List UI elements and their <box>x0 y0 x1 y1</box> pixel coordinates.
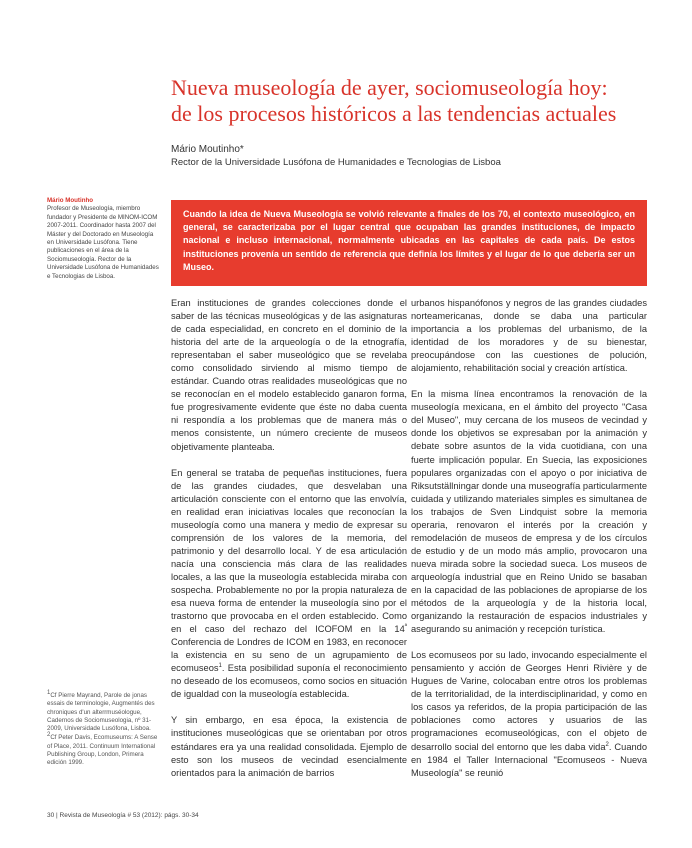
footnote-ref: 2 <box>605 741 609 748</box>
sidebar-author-name: Mário Moutinho <box>47 197 94 204</box>
paragraph: urbanos hispanófonos y negros de las grandes ciudades norteamericanas, donde se daba una particular importancia a los problemas del urbanismo, de la identidad de los moradores y de su bienestar, preocupándose con las cuestiones de polución, alojamiento, rehabilitación social y creación artística. <box>411 298 647 374</box>
article-title <box>171 75 641 127</box>
paragraph: Los ecomuseos por su lado, invocando especialmente el pensamiento y acción de Georges Henri Rivière y de Hugues de Varine, colocaban entre otros los problemas de la territorialidad, de la interdisciplinaridad, y como en los casos ya referidos, de la propia participación de las poblaciones como actores y usuarios de las programaciones ecomuseológicas, con el objeto de desarrollo social del entorno que les daba vida$^2$. Cuando en 1984 el Taller Internacional "Ecomuseos - Nueva Museología" se reunió <box>411 650 648 778</box>
title-line-1: Nueva museología de ayer, sociomuseología hoy: <box>171 75 608 100</box>
body-column-right <box>411 297 647 793</box>
abstract-text: Cuando la idea de Nueva Museología se volvió relevante a finales de los 70, el contexto museológico, en general, se caracterizaba por el lugar central que ocupaban las grandes instituciones, de impacto nacional e incluso internacional, normalmente ubicadas en las capitales de cada país. De estos instituciones provenía un sentido de referencia que definía los límites y el lugar de lo que debería ser un Museo. <box>183 209 635 272</box>
footnote-1: $^1$Cf Pierre Mayrand, Parole de jonas essais de terminologie, Augmentés des chroniques d'un alterrmuséologue, Cadernos de Sociomuseologia, nº 31-2009, Universidade Lusófona, Lisboa. <box>47 689 155 733</box>
superscript: ª <box>404 624 407 631</box>
author-bio-sidebar <box>47 197 159 281</box>
paragraph: En la misma línea encontramos la renovación de la museología mexicana, en el ámbito del proyecto "Casa del Museo", muy cercana de los museos de vecindad y donde los objetivos se expresaban por la animación y debate sobre asuntos de la vida cuotidiana, con una fuerte implicación popular. En Suecia, las exposiciones populares organizadas con el apoyo o por iniciativa de Riksutställningar donde una museografía particularmente cuidada y utilizando materiales simples es simultanea de los trabajos de Sven Lindquist sobre la memoria operaria, renovaron el interés por la creación y remodelación de museos de empresa y de los círculos de estudio y de un modo más amplio, provocaron una nueva mirada sobre la sociedad sueca. Los museos de arqueología industrial que en Reino Unido se basaban en la capacidad de las poblaciones de apropiarse de los métodos de la arqueología y de la historia local, organizando la restauración de espacios industriales y asegurando su animación y recepción turística. <box>411 389 647 635</box>
footnotes <box>47 689 159 769</box>
sidebar-author-bio: Profesor de Museología, miembro fundador y Presidente de MINOM-ICOM 2007-2011. Coordinador hasta 2007 del Máster y del Doctorado en Museología en Universidade Lusófona. Tiene publicaciones en el área de la Sociomuseología. Rector de la Universidade Lusófona de Humanidades e Tecnologias de Lisboa. <box>47 205 159 280</box>
footnote-ref: 1 <box>218 663 222 670</box>
body-column-left <box>171 297 407 793</box>
footnote-2: $^2$Cf Peter Davis, Ecomuseums: A Sense of Place, 2011. Continuum International Publishing Group, London, Primera edición 1999. <box>47 732 158 767</box>
paragraph: Y sin embargo, en esa época, la existencia de instituciones museológicas que se orientaban por otros estándares era ya una realidad consolidada. Ejemplo de esto son los museos de vecindad esencialmente orientados para la animación de barrios <box>171 715 407 778</box>
author-affiliation: Rector de la Universidade Lusófona de Humanidades e Tecnologias de Lisboa <box>171 157 501 168</box>
title-line-2: de los procesos históricos a las tendencias actuales <box>171 101 617 126</box>
paragraph: Eran instituciones de grandes colecciones donde el saber de las técnicas museológicas y de las asignaturas de cada especialidad, en concreto en el dominio de la historia del arte de la arqueología o de la etnografía, representaban el saber museológico que se revelaba como consolidado sirviendo al mismo tiempo de estándar. Cuando otras realidades museológicas que no se reconocían en el modelo establecido ganaron forma, fue progresivamente evidente que éste no daba cuenta ni respondía a los problemas que de manera más o menos consistente, un número creciente de museos objetivamente planteaba. <box>171 298 407 452</box>
page-footer: 30 | Revista de Museología # 53 (2012): págs. 30-34 <box>47 812 199 819</box>
paragraph: En general se trataba de pequeñas instituciones, fuera de las grandes ciudades, que desvelaban una articulación consciente con el entorno que las envolvía, en realidad eran iniciativas locales que reconocían la museología como una manera y medio de expresar su comprensión de los valores de la memoria, del patrimonio y del desarrollo local. Y de esa articulación nacía una consciencia más clara de las realidades locales, a las que la museología establecida miraba con sospecha. Probablemente no por la propia naturaleza de esa nueva forma de entender la museología sino por el trastorno que provocaba en el orden establecido. Como en el caso del rechazo del ICOFOM en la $14^ª$ Conferencia de Londres de ICOM en 1983, en reconocer la existencia en su seno de un agrupamiento de ecomuseos$^1$. Esta posibilidad suponía el reconocimiento no deseado de los ecomuseos, como socios en situación de igualdad con la museología establecida. <box>171 467 407 700</box>
author-name: Mário Moutinho* <box>171 144 244 155</box>
abstract-box <box>171 200 647 286</box>
